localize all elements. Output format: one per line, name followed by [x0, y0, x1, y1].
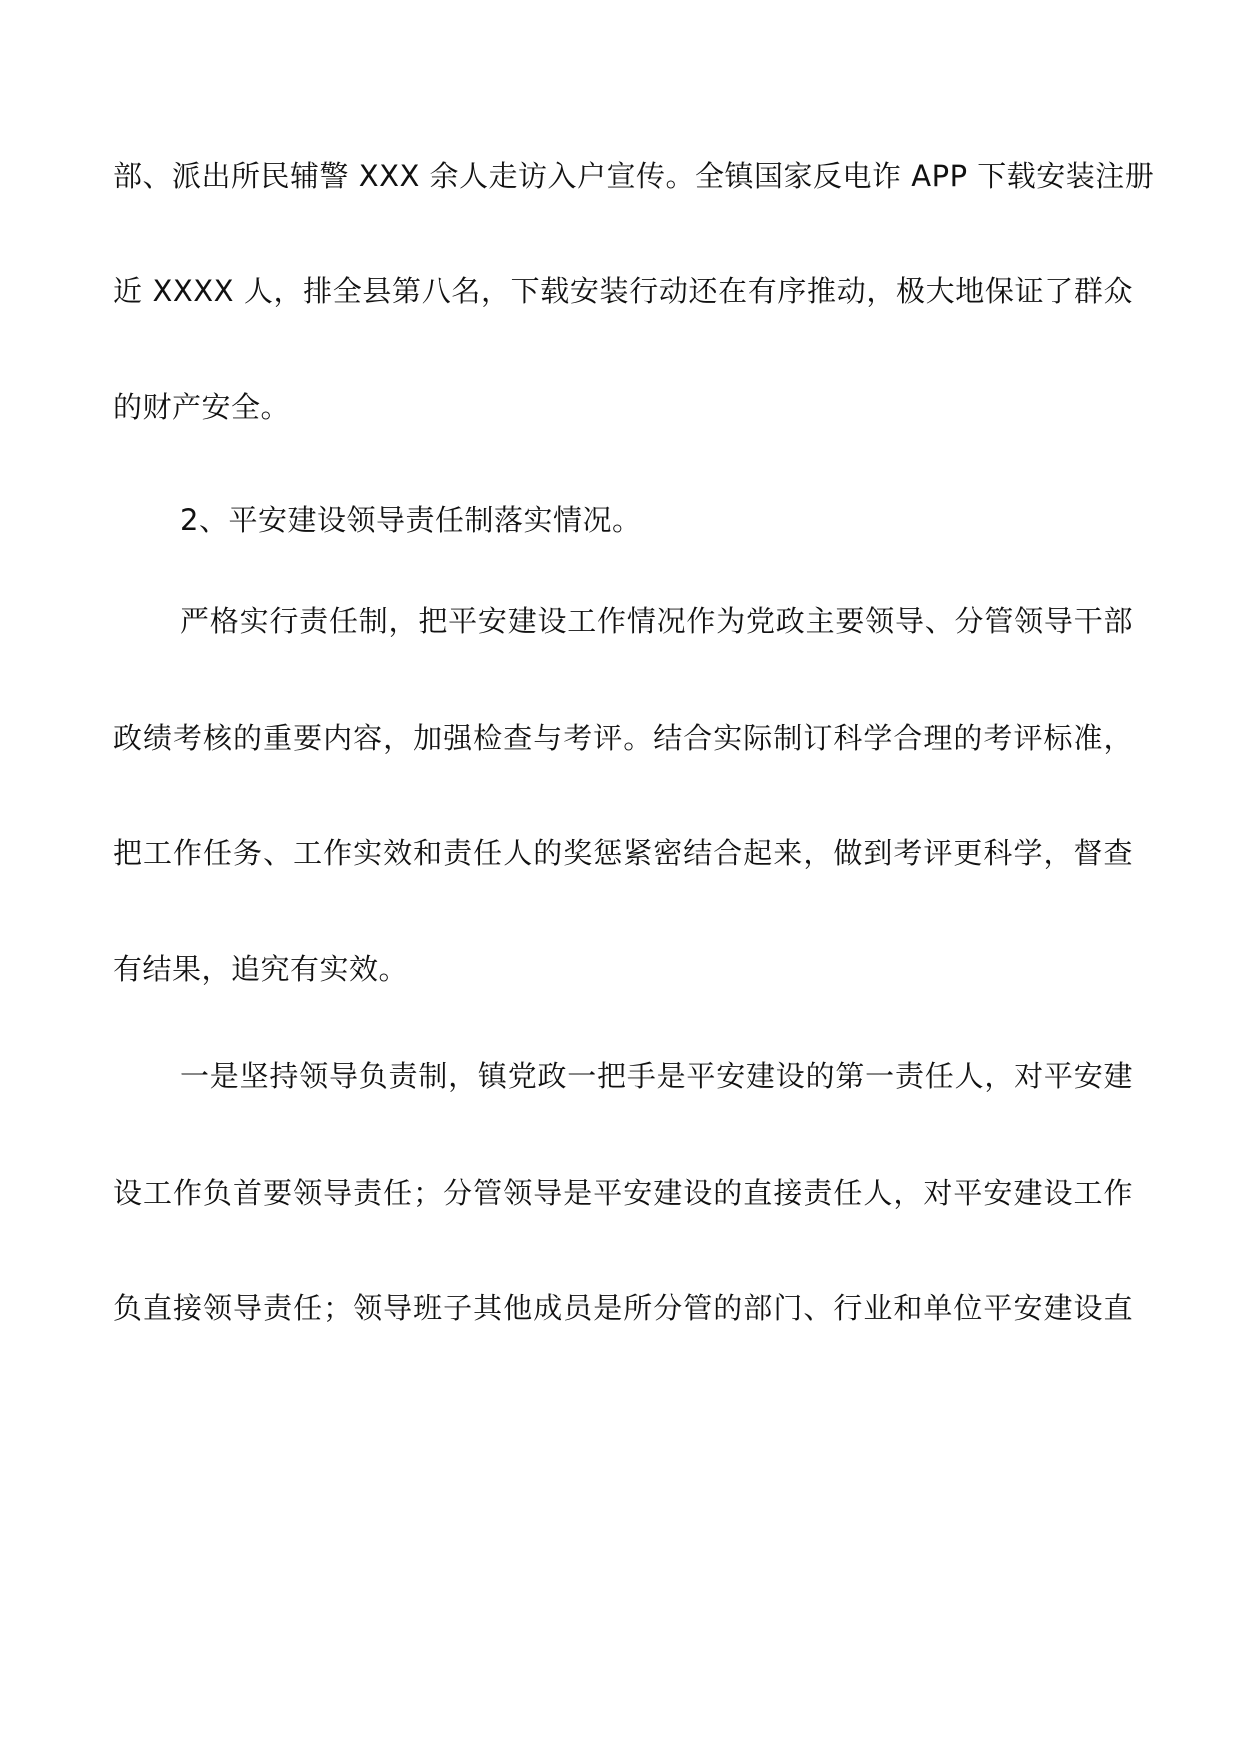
- paragraph-line: 一是坚持领导负责制，镇党政一把手是平安建设的第一责任人，对平安建: [180, 1059, 1133, 1093]
- paragraph-line: 有结果，追究有实效。: [113, 952, 409, 986]
- paragraph-line: 设工作负首要领导责任；分管领导是平安建设的直接责任人，对平安建设工作: [113, 1176, 1133, 1210]
- paragraph-line: 严格实行责任制，把平安建设工作情况作为党政主要领导、分管领导干部: [180, 604, 1133, 638]
- paragraph-line: 部、派出所民辅警 XXX 余人走访入户宣传。全镇国家反电诈 APP 下载安装注册: [113, 159, 1155, 193]
- paragraph-line: 负直接领导责任；领导班子其他成员是所分管的部门、行业和单位平安建设直: [113, 1291, 1133, 1325]
- paragraph-line: 把工作任务、工作实效和责任人的奖惩紧密结合起来，做到考评更科学，督查: [113, 836, 1133, 870]
- paragraph-line: 政绩考核的重要内容，加强检查与考评。结合实际制订科学合理的考评标准，: [113, 721, 1133, 755]
- paragraph-line: 的财产安全。: [113, 390, 291, 424]
- section-heading: 2、平安建设领导责任制落实情况。: [180, 503, 642, 537]
- paragraph-line: 近 XXXX 人，排全县第八名，下载安装行动还在有序推动，极大地保证了群众: [113, 274, 1133, 308]
